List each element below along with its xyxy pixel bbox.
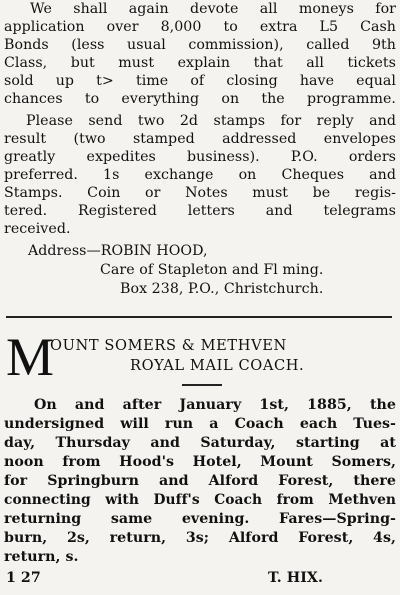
title-underline	[182, 384, 222, 386]
ad-title-line1: OUNT SOMERS & METHVEN	[50, 337, 287, 354]
text-line: On and after January 1st, 1885, the	[34, 397, 396, 413]
text-line: Stamps. Coin or Notes must be regis-	[4, 185, 396, 201]
text-line: tered. Registered letters and telegrams	[4, 203, 396, 219]
text-line: undersigned will run a Coach each Tues-	[4, 416, 396, 432]
text-line: connecting with Duff's Coach from Methven	[4, 492, 396, 508]
text-line: received.	[4, 221, 71, 237]
advertiser-name: T. HIX.	[268, 570, 323, 586]
address-line: Address—ROBIN HOOD,	[28, 243, 208, 259]
text-line: burn, 2s, return, 3s; Alford Forest, 4s,	[4, 530, 396, 546]
text-line: noon from Hood's Hotel, Mount Somers,	[4, 454, 396, 470]
text-line: Please send two 2d stamps for reply and	[26, 113, 396, 129]
text-line: return, s.	[4, 549, 79, 565]
text-line: preferred. 1s exchange on Cheques and	[4, 167, 396, 183]
text-line: sold up t> time of closing have equal	[4, 73, 396, 89]
text-line: We shall again devote all moneys for	[30, 1, 396, 17]
text-line: greatly expedites business). P.O. orders	[4, 149, 396, 165]
text-line: Bonds (less usual commission), called 9th	[4, 37, 396, 53]
ad-reference-number: 1 27	[6, 570, 41, 586]
text-line: application over 8,000 to extra L5 Cash	[4, 19, 396, 35]
text-line: day, Thursday and Saturday, starting at	[4, 435, 396, 451]
drop-cap: M	[6, 327, 55, 387]
text-line: returning same evening. Fares—Spring-	[4, 511, 396, 527]
text-line: Class, but must explain that all tickets	[4, 55, 396, 71]
text-line: result (two stamped addressed envelopes	[4, 131, 396, 147]
address-line: Care of Stapleton and Fl ming.	[100, 262, 324, 278]
ad-title-line2: ROYAL MAIL COACH.	[130, 357, 305, 374]
text-line: chances to everything on the programme.	[4, 91, 396, 107]
text-line: for Springburn and Alford Forest, there	[4, 473, 396, 489]
section-divider	[6, 316, 392, 318]
address-line: Box 238, P.O., Christchurch.	[120, 281, 324, 297]
